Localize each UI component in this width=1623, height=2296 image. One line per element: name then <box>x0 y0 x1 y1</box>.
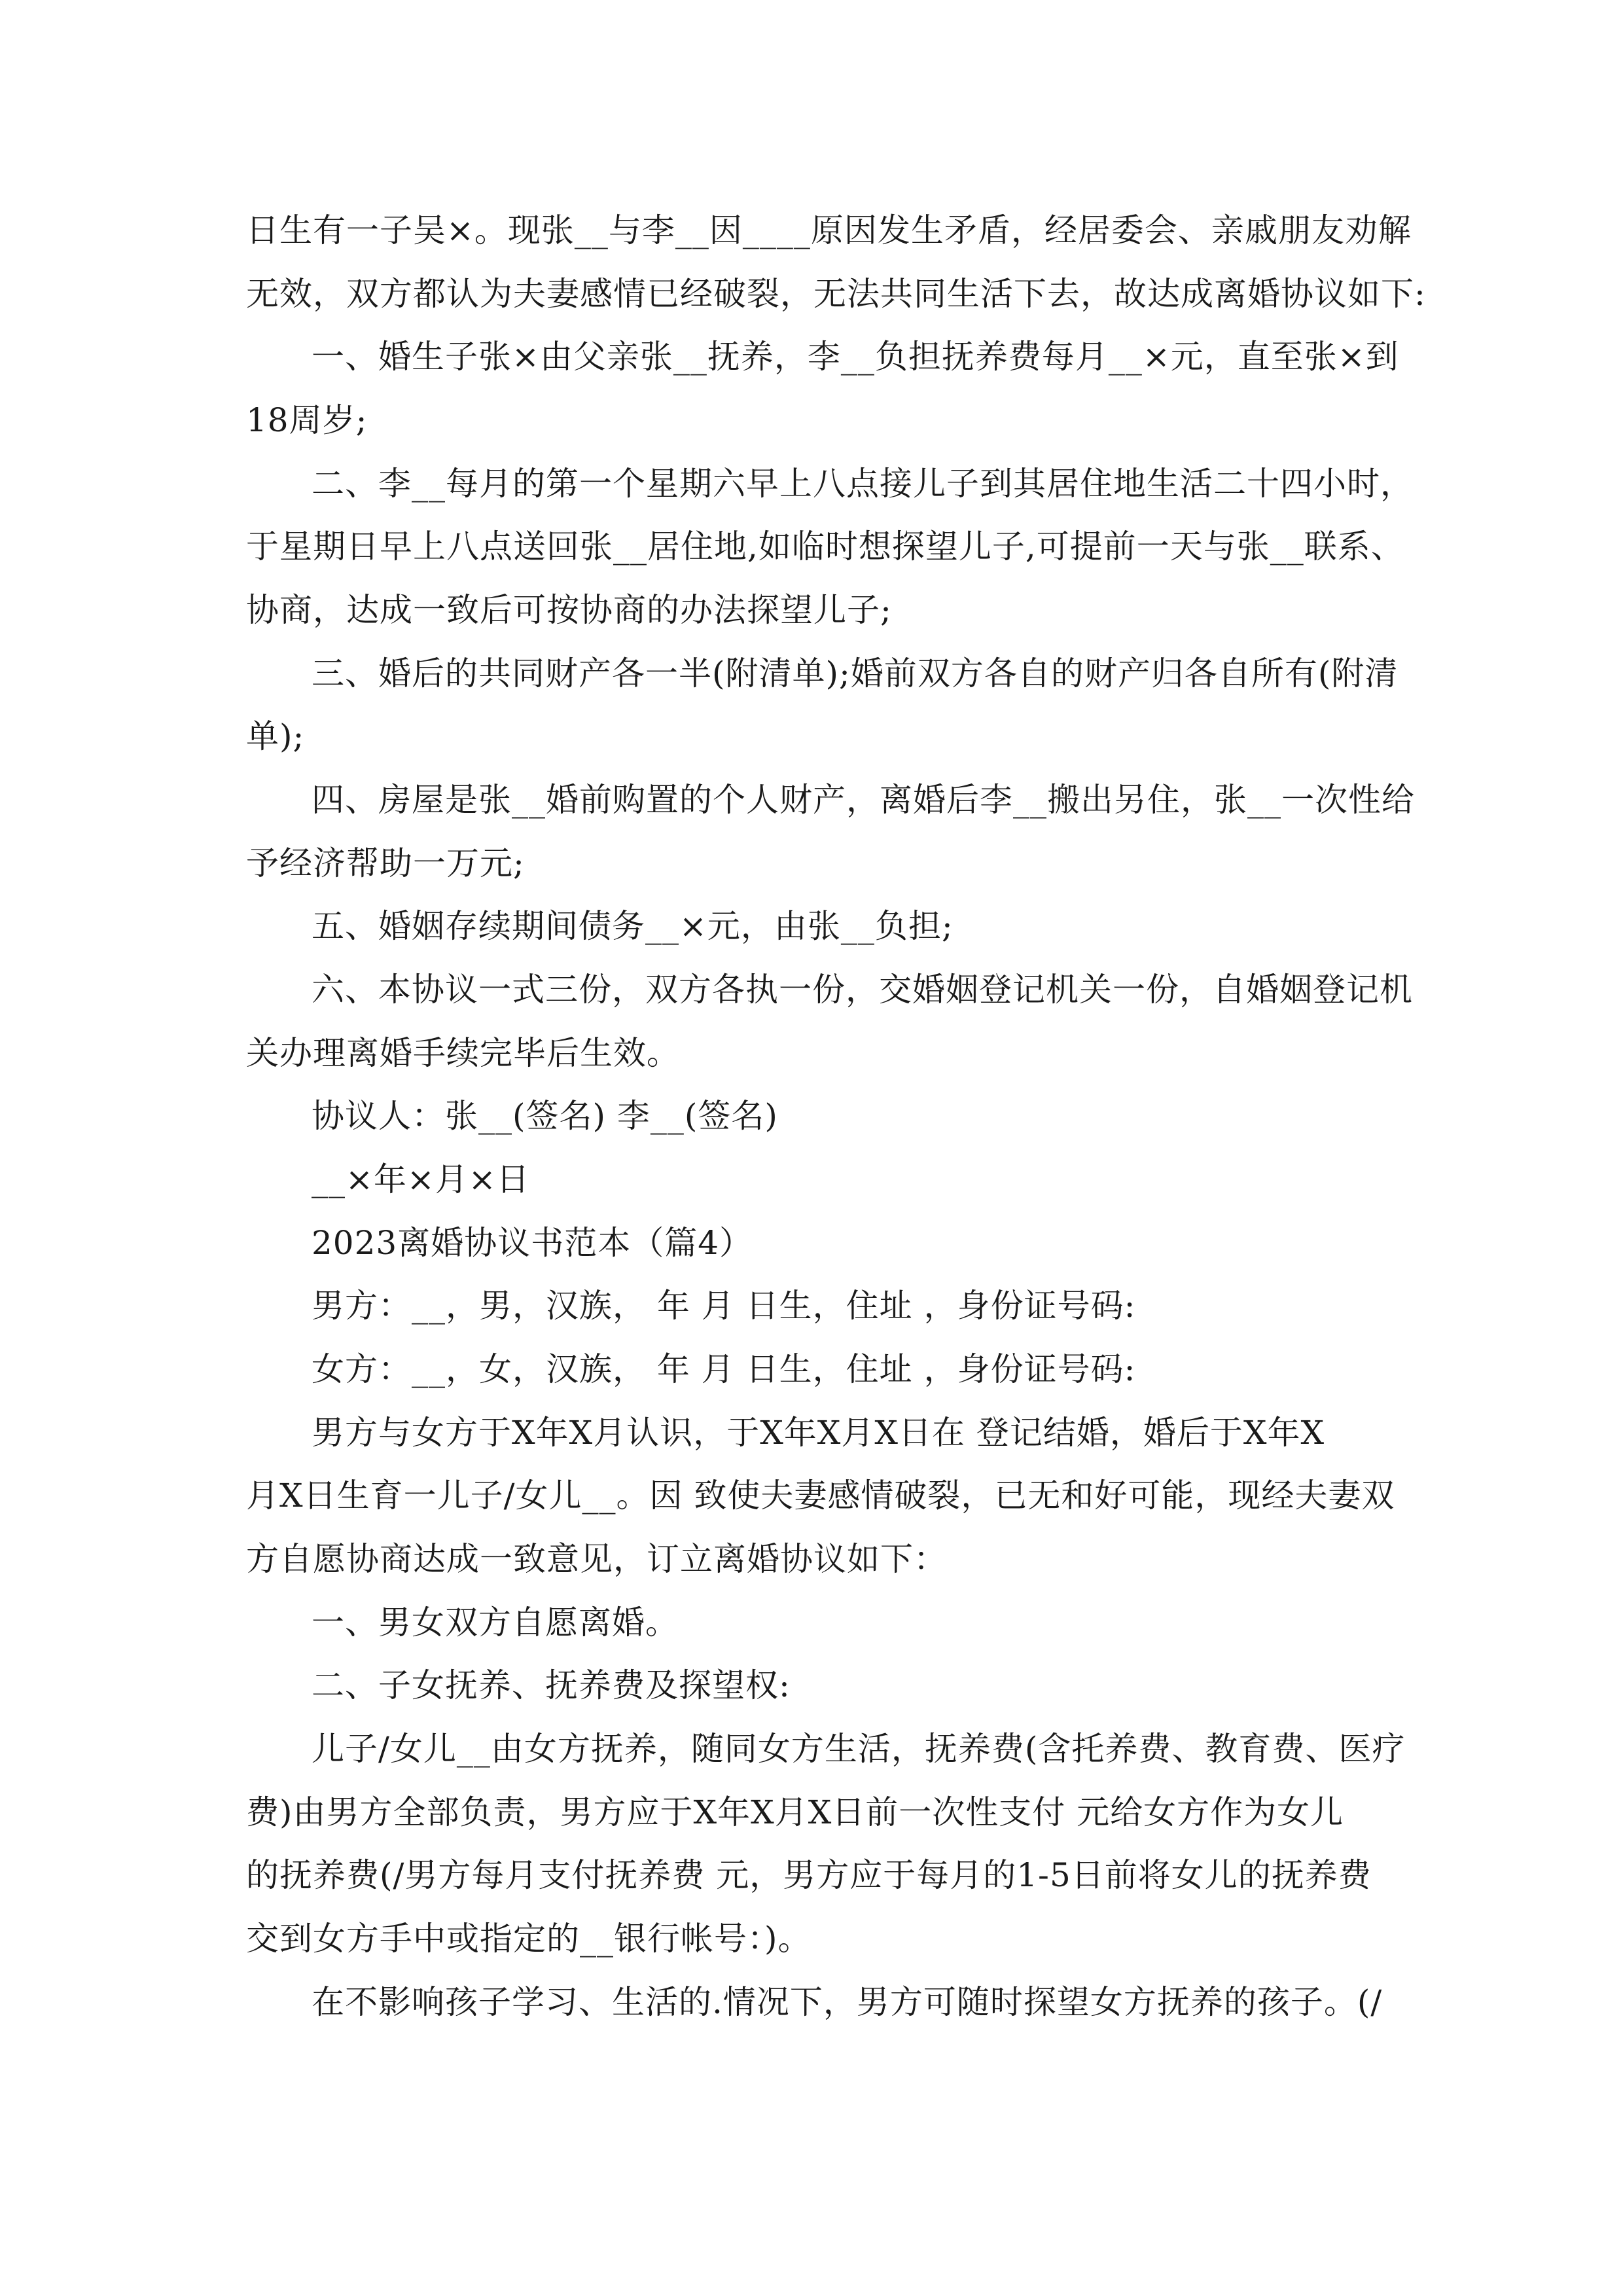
text-line: 方自愿协商达成一致意见，订立离婚协议如下： <box>246 1540 947 1578</box>
text-line: 无效，双方都认为夫妻感情已经破裂，无法共同生活下去，故达成离婚协议如下: <box>246 275 1426 313</box>
text-line: 在不影响孩子学习、生活的.情况下，男方可随时探望女方抚养的孩子。(/ <box>312 1983 1383 2021</box>
text-line: 费)由男方全部负责，男方应于X年X月X日前一次性支付 元给女方作为女儿 <box>246 1793 1344 1831</box>
text-line: 单); <box>246 717 305 755</box>
text-line: 五、婚姻存续期间债务__×元，由张__负担; <box>312 907 954 945</box>
text-line: 儿子/女儿__由女方抚养，随同女方生活，抚养费(含托养费、教育费、医疗 <box>312 1730 1406 1768</box>
section-title: 2023离婚协议书范本（篇4） <box>312 1224 753 1262</box>
text-line: 三、婚后的共同财产各一半(附清单);婚前双方各自的财产归各自所有(附清 <box>312 655 1399 692</box>
text-line: 交到女方手中或指定的__银行帐号：)。 <box>246 1920 812 1958</box>
text-line: 一、男女双方自愿离婚。 <box>312 1604 679 1641</box>
text-line: 月X日生育一儿子/女儿__。因 致使夫妻感情破裂，已无和好可能，现经夫妻双 <box>246 1477 1395 1515</box>
text-line: 于星期日早上八点送回张__居住地,如临时想探望儿子,可提前一天与张__联系、 <box>246 528 1404 565</box>
text-line: 六、本协议一式三份，双方各执一份，交婚姻登记机关一份，自婚姻登记机 <box>312 971 1413 1009</box>
text-line: 的抚养费(/男方每月支付抚养费 元，男方应于每月的1-5日前将女儿的抚养费 <box>246 1856 1372 1894</box>
text-line: 予经济帮助一万元; <box>246 844 525 882</box>
text-line: 女方：__，女，汉族， 年 月 日生，住址 ，身份证号码: <box>312 1350 1136 1388</box>
text-line: 男方与女方于X年X月认识，于X年X月X日在 登记结婚，婚后于X年X <box>312 1414 1325 1452</box>
text-line: 协议人：张__(签名) 李__(签名) <box>312 1097 778 1135</box>
text-line: 二、李__每月的第一个星期六早上八点接儿子到其居住地生活二十四小时， <box>312 465 1414 503</box>
text-line: 四、房屋是张__婚前购置的个人财产，离婚后李__搬出另住，张__一次性给 <box>312 781 1415 819</box>
text-line: 关办理离婚手续完毕后生效。 <box>246 1034 680 1072</box>
text-line: 协商，达成一致后可按协商的办法探望儿子; <box>246 591 892 629</box>
text-line: 男方：__，男，汉族， 年 月 日生，住址 ，身份证号码: <box>312 1287 1136 1325</box>
text-line: 18周岁; <box>246 401 368 439</box>
text-line: __×年×月×日 <box>312 1160 530 1198</box>
text-line: 一、婚生子张×由父亲张__抚养，李__负担抚养费每月__×元，直至张×到 <box>312 338 1399 376</box>
text-line: 日生有一子吴×。现张__与李__因____原因发生矛盾，经居委会、亲戚朋友劝解 <box>246 211 1412 249</box>
text-line: 二、子女抚养、抚养费及探望权: <box>312 1666 791 1704</box>
